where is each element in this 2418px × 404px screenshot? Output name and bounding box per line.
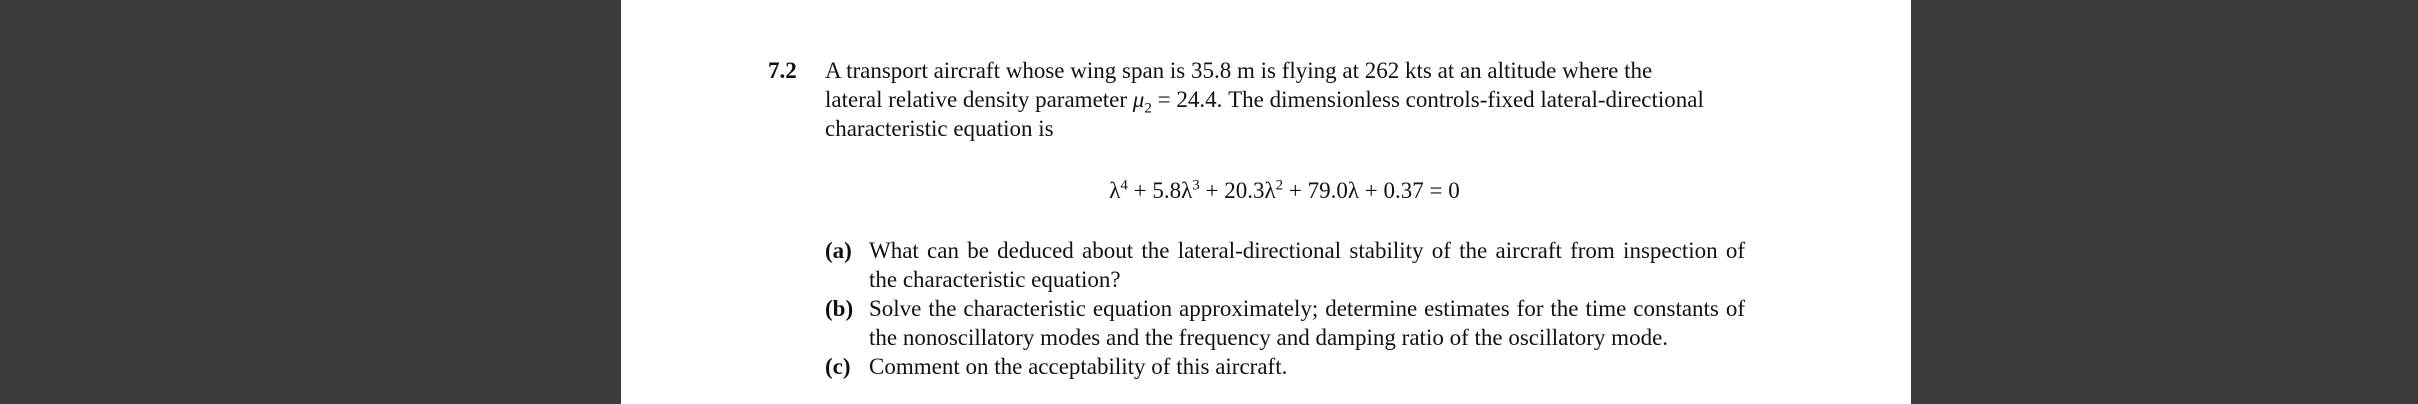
mu-symbol: μ bbox=[1132, 87, 1145, 112]
problem-number: 7.2 bbox=[768, 58, 797, 83]
eq-term-2: + 5.8λ bbox=[1127, 178, 1193, 203]
eq-exp-4: 4 bbox=[1120, 177, 1128, 194]
part-b-label: (b) bbox=[825, 296, 854, 321]
characteristic-equation bbox=[768, 176, 1798, 205]
document-page bbox=[621, 0, 1911, 404]
problem-text-end: = 24.4. The dimensionless controls-fixed lateral-directional characteristic equation is bbox=[825, 87, 1704, 141]
question-parts bbox=[825, 236, 1745, 381]
part-b bbox=[825, 294, 1745, 352]
mu-subscript: 2 bbox=[1144, 100, 1152, 117]
problem-statement bbox=[825, 56, 1715, 143]
equation-content bbox=[1109, 176, 1459, 205]
part-b-text: Solve the characteristic equation approximately; determine estimates for the time constants of the nonoscillatory modes and the frequency and damping ratio of the oscillatory mode. bbox=[869, 296, 1745, 350]
problem-text-start: A transport aircraft whose wing span is 35.8 m is flying at 262 kts at an altitude where the lateral relative density parameter bbox=[825, 58, 1653, 112]
eq-term-3: + 20.3λ bbox=[1199, 178, 1276, 203]
part-a bbox=[825, 236, 1745, 294]
part-a-label: (a) bbox=[825, 238, 852, 263]
eq-exp-3: 3 bbox=[1192, 177, 1200, 194]
part-c-text: Comment on the acceptability of this aircraft. bbox=[869, 354, 1288, 379]
part-c bbox=[825, 352, 1745, 381]
part-c-label: (c) bbox=[825, 354, 851, 379]
part-a-text: What can be deduced about the lateral-directional stability of the aircraft from inspection of the characteristic equation? bbox=[869, 238, 1745, 292]
eq-rest: + 79.0λ + 0.37 = 0 bbox=[1283, 178, 1460, 203]
eq-lambda: λ bbox=[1109, 178, 1121, 203]
eq-exp-2: 2 bbox=[1275, 177, 1284, 194]
